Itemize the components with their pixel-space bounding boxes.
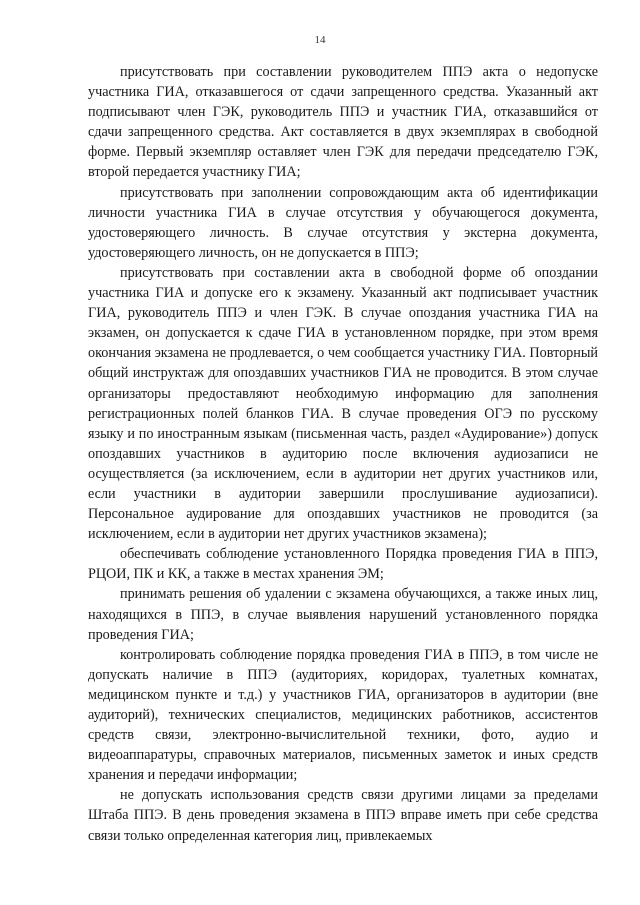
paragraph-identification-act: присутствовать при заполнении сопровождающим акта об идентификации личности участника ГИА в случае отсутствия у обучающегося документа, удостоверяющего личность. В случае отсутствия у экстерна документа, удостоверяющего личность, он не допускается в ППЭ;: [88, 184, 598, 261]
paragraph-control-procedure: контролировать соблюдение порядка проведения ГИА в ППЭ, в том числе не допускать наличие в ППЭ (аудиториях, коридорах, туалетных комнатах, медицинском пункте и т.д.) у участников ГИА, организаторов в аудитории (вне аудиторий), технических специалистов, медицинских работников, ассистентов средств связи, электронно-вычислительной техники, фото, аудио и видеоаппаратуры, справочных материалов, письменных заметок и иных средств хранения и передачи информации;: [88, 646, 598, 784]
paragraph-removal-decisions: принимать решения об удалении с экзамена обучающихся, а также иных лиц, находящихся в ППЭ, в случае выявления нарушений установленного порядка проведения ГИА;: [88, 586, 598, 643]
paragraph-communication-devices: не допускать использования средств связи другими лицами за пределами Штаба ППЭ. В день проведения экзамена в ППЭ вправе иметь при себе средства связи только определенная категория лиц, привлекаемых: [88, 787, 598, 844]
page-number: 14: [314, 34, 326, 46]
paragraph-act-nonadmission: присутствовать при составлении руководителем ППЭ акта о недопуске участника ГИА, отказавшегося от сдачи запрещенного средства. Указанный акт подписывают член ГЭК, руководитель ППЭ и участник ГИА, отказавшийся от сдачи запрещенного средства. Акт составляется в двух экземплярах в свободной форме. Первый экземпляр оставляет член ГЭК для передачи председателю ГЭК, второй передается участнику ГИА;: [88, 64, 598, 181]
paragraph-ensure-procedure: обеспечивать соблюдение установленного Порядка проведения ГИА в ППЭ, РЦОИ, ПК и КК, а также в местах хранения ЭМ;: [88, 546, 598, 583]
document-body: [88, 62, 598, 846]
paragraph-late-arrival-act: присутствовать при составлении акта в свободной форме об опоздании участника ГИА и допуске его к экзамену. Указанный акт подписывает участник ГИА, руководитель ППЭ и член ГЭК. В случае опоздания участника ГИА на экзамен, он допускается к сдаче ГИА в установленном порядке, при этом время окончания экзамена не продлевается, о чем сообщается участнику ГИА. Повторный общий инструктаж для опоздавших участников ГИА не проводится. В этом случае организаторы предоставляют необходимую информацию для заполнения регистрационных полей бланков ГИА. В случае проведения ОГЭ по русскому языку и по иностранным языкам (письменная часть, раздел «Аудирование») допуск опоздавших участников в аудиторию после включения аудиозаписи не осуществляется (за исключением, если в аудитории нет других участников или, если участники в аудитории завершили прослушивание аудиозаписи). Персональное аудирование для опоздавших участников не проводится (за исключением, если в аудитории нет других участников экзамена);: [88, 264, 598, 543]
